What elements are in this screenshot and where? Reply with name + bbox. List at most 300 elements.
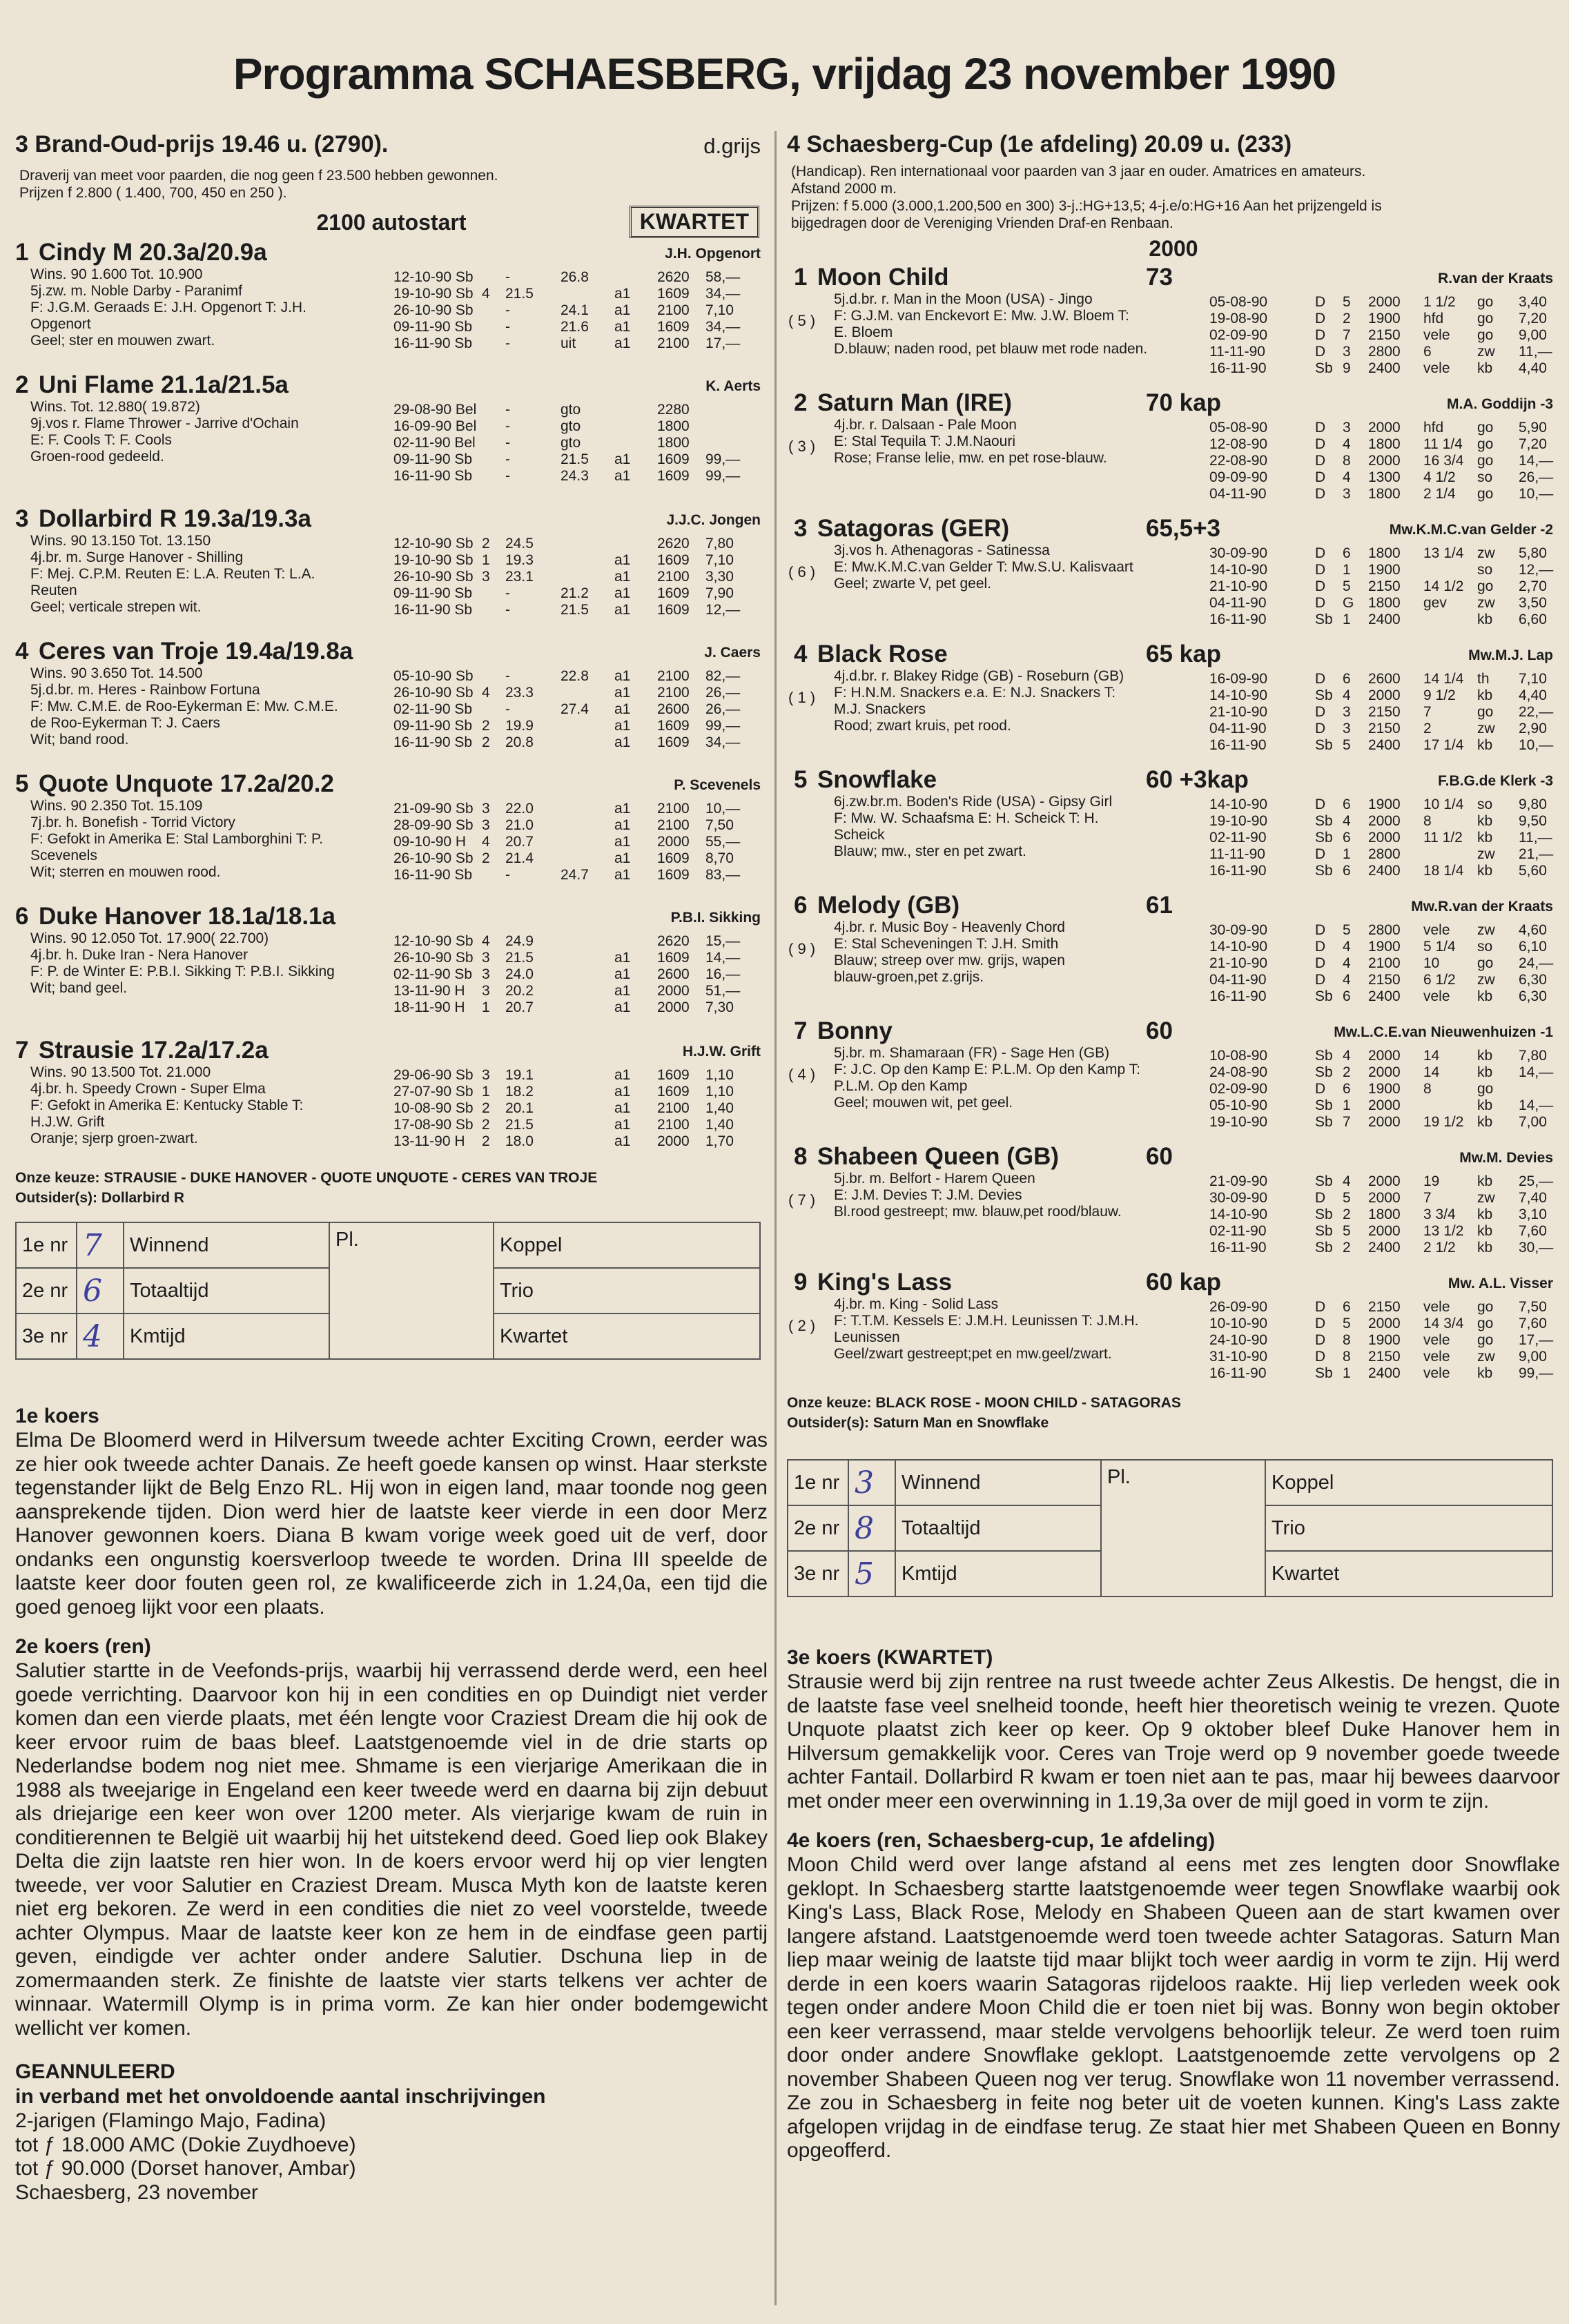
performance-cell: 2 1/4 bbox=[1423, 486, 1456, 502]
performance-cell: go bbox=[1477, 327, 1494, 343]
performance-cell: 2280 bbox=[657, 402, 690, 418]
performance-cell: 2100 bbox=[1368, 955, 1401, 971]
performance-cell: Sb bbox=[1315, 1223, 1333, 1239]
performance-cell: D bbox=[1315, 311, 1326, 326]
performance-cell: zw bbox=[1477, 922, 1495, 938]
performance-cell: - bbox=[505, 335, 510, 351]
performance-cell: 2000 bbox=[1368, 1097, 1401, 1113]
result-label: Kwartet bbox=[494, 1314, 760, 1359]
performance-cell: 16,— bbox=[705, 966, 741, 982]
performance-cell: 4,60 bbox=[1519, 922, 1547, 938]
performance-cell: 1609 bbox=[657, 718, 690, 734]
performance-cell: 1900 bbox=[1368, 797, 1401, 812]
horse-entry bbox=[787, 1269, 1560, 1387]
performance-cell: 34,— bbox=[705, 319, 741, 335]
detail-line: 3j.vos h. Athenagoras - Satinessa bbox=[834, 543, 1050, 558]
performance-row bbox=[15, 585, 761, 602]
performance-cell: vele bbox=[1423, 1365, 1450, 1381]
performance-row bbox=[787, 988, 1553, 1005]
performance-row bbox=[787, 955, 1553, 972]
performance-cell: Sb bbox=[1315, 1114, 1333, 1130]
detail-line: Scevenels bbox=[30, 848, 97, 863]
article-text: Salutier startte in de Veefonds-prijs, waarbij hij verrassend derde werd, een heel goede verrichting. Daarvoor kon hij in een condities en op Duindigt niet verder komen dan een vierde plaats, met één lengte voor Craziest Dream die hij ook de keer ervoor ruim de baas bleef. Laatstgenoemde viel in de drie starts op Nederlandse bodem nog niet mee. Shmame is een vierjarige Amerikaan die in 1988 als tweejarige in Engeland een keer tweede werd en daarna bij zijn debuut als driejarige een keer won over 1200 meter. Als vierjarige kwam de ruin in conditierennen te België uit waarbij hij het uitstekend deed. Goed liep ook Blakey Delta die zijn laatste ren hier won. In de koers ervoor werd hij op vier lengten tweede, ver voor Salutier en Craziest Dream. Musca Myth kon de laatste keren niet erg bekoren. Ze werd in een condities die niet zo veel voorstelde, tweede achter Olympus. Maar de laatste keer kon ze hem in de eindfase geen partij geven, eindigde ver achter onder andere Salutier. Dschuna liep in de zomermaanden sterk. Ze finishte de laatste vier starts telkens ver achter de winnaar. Watermill Olymp is in prima vorm. Ze kan hier onder bodemgewicht wellicht ver komen. bbox=[15, 1659, 768, 2040]
performance-cell: go bbox=[1477, 578, 1494, 594]
race4-horse-list bbox=[787, 264, 1560, 1387]
cancelled-notice bbox=[15, 2060, 768, 2205]
performance-cell: 2 1/2 bbox=[1423, 1240, 1456, 1256]
performance-cell: 3 bbox=[482, 966, 490, 982]
detail-line: F: Mw. C.M.E. de Roo-Eykerman E: Mw. C.M.E. bbox=[30, 699, 338, 714]
performance-cell: 19-08-90 bbox=[1209, 311, 1268, 326]
performance-cell: G bbox=[1343, 595, 1354, 611]
performance-cell: 1800 bbox=[1368, 545, 1401, 561]
detail-line: Rose; Franse lelie, mw. en pet rose-blauw. bbox=[834, 450, 1107, 466]
performance-cell: D bbox=[1315, 294, 1326, 310]
performance-cell: 04-11-90 bbox=[1209, 595, 1267, 611]
performance-cell: 2000 bbox=[657, 1133, 690, 1149]
horse-entry bbox=[787, 1143, 1560, 1262]
detail-line: F: J.G.M. Geraads E: J.H. Opgenort T: J.H. bbox=[30, 300, 306, 315]
performance-cell: 18.0 bbox=[505, 1133, 534, 1149]
trainer-name: Mw.M. Devies bbox=[1459, 1150, 1553, 1166]
performance-cell: 2100 bbox=[657, 302, 690, 318]
performance-row bbox=[787, 922, 1553, 939]
post-position: ( 2 ) bbox=[788, 1317, 816, 1334]
performance-cell: 4,40 bbox=[1519, 687, 1547, 703]
race4-desc-line: bijgedragen door de Vereniging Vrienden Draf-en Renbaan. bbox=[791, 215, 1173, 231]
horse-name: Snowflake bbox=[817, 766, 937, 793]
performance-cell: 12-10-90 Sb bbox=[393, 269, 474, 285]
performance-row bbox=[15, 569, 761, 585]
performance-cell: 05-08-90 bbox=[1209, 420, 1268, 436]
performance-row bbox=[15, 418, 761, 435]
performance-cell: 20.7 bbox=[505, 999, 534, 1015]
horse-name: Melody (GB) bbox=[817, 892, 960, 919]
performance-cell: 3 bbox=[482, 983, 490, 999]
performance-row bbox=[787, 1048, 1553, 1064]
performance-table bbox=[15, 668, 761, 751]
performance-cell: 2400 bbox=[1368, 988, 1401, 1004]
performance-cell: 4 bbox=[1343, 955, 1351, 971]
performance-cell: 2000 bbox=[1368, 1064, 1401, 1080]
performance-row bbox=[787, 1349, 1553, 1365]
performance-cell: 2400 bbox=[1368, 360, 1401, 376]
performance-cell: 2100 bbox=[657, 817, 690, 833]
performance-cell: 09-11-90 Sb bbox=[393, 585, 473, 601]
performance-row bbox=[787, 612, 1553, 628]
handicap-rating: 70 kap bbox=[1146, 389, 1221, 416]
performance-row bbox=[787, 360, 1553, 377]
post-position: ( 6 ) bbox=[788, 563, 816, 580]
performance-cell: 3 bbox=[482, 817, 490, 833]
performance-cell: 22.0 bbox=[505, 801, 534, 817]
result-label: Kmtijd bbox=[124, 1314, 329, 1359]
performance-cell: 4 bbox=[1343, 972, 1351, 988]
detail-line: E: Stal Tequila T: J.M.Naouri bbox=[834, 433, 1016, 449]
performance-cell: 20.8 bbox=[505, 734, 534, 750]
performance-cell: 14-10-90 bbox=[1209, 687, 1268, 703]
performance-cell: Sb bbox=[1315, 1064, 1333, 1080]
performance-cell: 24.7 bbox=[561, 867, 589, 883]
performance-cell: 1 bbox=[482, 1084, 490, 1100]
handwritten-number: 3 bbox=[855, 1465, 874, 1501]
handicap-rating: 61 bbox=[1146, 892, 1173, 919]
performance-cell: 27.4 bbox=[561, 701, 589, 717]
performance-cell: 15,— bbox=[705, 933, 741, 949]
handicap-rating: 65,5+3 bbox=[1146, 515, 1221, 542]
detail-line: Geel; ster en mouwen zwart. bbox=[30, 333, 215, 349]
performance-row bbox=[15, 1067, 761, 1084]
result-label: Koppel bbox=[494, 1222, 760, 1268]
performance-cell: 1609 bbox=[657, 850, 690, 866]
performance-row bbox=[787, 704, 1553, 721]
performance-cell: 1609 bbox=[657, 585, 690, 601]
performance-cell: 1,40 bbox=[705, 1100, 734, 1116]
performance-cell: 14 3/4 bbox=[1423, 1316, 1464, 1331]
horse-entry bbox=[15, 505, 768, 628]
performance-row bbox=[15, 302, 761, 319]
performance-cell: 02-11-90 bbox=[1209, 830, 1267, 846]
performance-cell: D bbox=[1315, 420, 1326, 436]
performance-cell: 2 bbox=[482, 718, 490, 734]
performance-cell: a1 bbox=[614, 999, 631, 1015]
performance-cell: 5 bbox=[1343, 922, 1351, 938]
performance-cell: vele bbox=[1423, 922, 1450, 938]
performance-cell: a1 bbox=[614, 585, 631, 601]
performance-cell: - bbox=[505, 402, 510, 418]
performance-cell: 20.7 bbox=[505, 834, 534, 850]
race3-result-table bbox=[15, 1222, 761, 1360]
performance-cell: 12-10-90 Sb bbox=[393, 933, 474, 949]
performance-cell: 2400 bbox=[1368, 612, 1401, 627]
performance-cell: a1 bbox=[614, 319, 631, 335]
performance-cell: 51,— bbox=[705, 983, 741, 999]
result-label: Koppel bbox=[1265, 1460, 1552, 1505]
performance-cell: 02-09-90 bbox=[1209, 327, 1268, 343]
performance-cell: 09-11-90 Sb bbox=[393, 319, 473, 335]
performance-table bbox=[787, 922, 1553, 1005]
performance-cell: 19.1 bbox=[505, 1067, 534, 1083]
handicap-rating: 60 bbox=[1146, 1143, 1173, 1170]
race3-header bbox=[15, 131, 768, 167]
performance-cell: 26,— bbox=[705, 701, 741, 717]
performance-row bbox=[787, 797, 1553, 813]
performance-cell: 1609 bbox=[657, 867, 690, 883]
performance-table bbox=[787, 1048, 1553, 1131]
performance-cell: 7,60 bbox=[1519, 1223, 1547, 1239]
performance-cell: 4 bbox=[1343, 813, 1351, 829]
performance-cell: 7 bbox=[1343, 327, 1351, 343]
performance-cell: go bbox=[1477, 311, 1494, 326]
performance-cell: 2000 bbox=[1368, 420, 1401, 436]
performance-row bbox=[15, 933, 761, 950]
performance-cell: 16-11-90 bbox=[1209, 988, 1267, 1004]
result-row-label: 1e nr bbox=[16, 1222, 77, 1268]
performance-row bbox=[15, 950, 761, 966]
performance-cell: 11,— bbox=[1519, 344, 1552, 360]
performance-cell: 2 bbox=[482, 1100, 490, 1116]
performance-cell: 4 bbox=[482, 834, 490, 850]
performance-row bbox=[787, 1316, 1553, 1332]
performance-row bbox=[787, 1081, 1553, 1097]
performance-cell: 1609 bbox=[657, 602, 690, 618]
detail-line: E: J.M. Devies T: J.M. Devies bbox=[834, 1187, 1022, 1203]
performance-cell: 2 bbox=[482, 536, 490, 551]
performance-row bbox=[787, 1299, 1553, 1316]
performance-cell: vele bbox=[1423, 1299, 1450, 1315]
performance-cell: 5,80 bbox=[1519, 545, 1547, 561]
detail-line: 5j.d.br. m. Heres - Rainbow Fortuna bbox=[30, 682, 260, 698]
performance-cell: kb bbox=[1477, 988, 1493, 1004]
performance-cell: D bbox=[1315, 846, 1326, 862]
performance-row bbox=[787, 311, 1553, 327]
performance-cell: 19-10-90 bbox=[1209, 813, 1268, 829]
performance-row bbox=[15, 834, 761, 850]
horse-entry bbox=[15, 638, 768, 761]
performance-table bbox=[787, 1173, 1553, 1256]
performance-cell: 1 bbox=[482, 552, 490, 568]
performance-row bbox=[15, 1117, 761, 1133]
performance-cell: - bbox=[505, 302, 510, 318]
horse-number: 3 bbox=[15, 505, 29, 532]
performance-cell: D bbox=[1315, 955, 1326, 971]
performance-row bbox=[787, 344, 1553, 360]
race3-distance: 2100 autostart bbox=[316, 210, 467, 235]
performance-cell: 26.8 bbox=[561, 269, 589, 285]
performance-cell: 1900 bbox=[1368, 939, 1401, 955]
performance-cell: 14,— bbox=[1519, 1064, 1554, 1080]
horse-name-row bbox=[15, 505, 768, 533]
performance-cell: 5 bbox=[1343, 1316, 1351, 1331]
performance-cell: 02-11-90 bbox=[1209, 1223, 1267, 1239]
horse-name-row bbox=[15, 903, 768, 930]
handicap-rating: 60 +3kap bbox=[1146, 766, 1249, 793]
performance-cell: 2 bbox=[482, 1117, 490, 1133]
performance-cell: 18.2 bbox=[505, 1084, 534, 1100]
performance-row bbox=[787, 1240, 1553, 1256]
performance-cell: go bbox=[1477, 955, 1494, 971]
detail-line: 4j.br. m. King - Solid Lass bbox=[834, 1296, 999, 1312]
performance-cell: th bbox=[1477, 671, 1490, 687]
performance-cell: 23.1 bbox=[505, 569, 534, 585]
performance-cell: Sb bbox=[1315, 830, 1333, 846]
performance-cell: Sb bbox=[1315, 813, 1333, 829]
horse-name-row bbox=[15, 371, 768, 399]
performance-cell: 05-10-90 bbox=[1209, 1097, 1268, 1113]
performance-cell: zw bbox=[1477, 1190, 1495, 1206]
performance-row bbox=[787, 453, 1553, 469]
performance-cell: a1 bbox=[614, 1133, 631, 1149]
performance-table bbox=[15, 269, 761, 352]
horse-name: Quote Unquote 17.2a/20.2 bbox=[39, 770, 334, 797]
detail-line: Wit; band rood. bbox=[30, 732, 129, 748]
detail-line: Reuten bbox=[30, 583, 77, 598]
performance-cell: D bbox=[1315, 486, 1326, 502]
performance-cell: 09-09-90 bbox=[1209, 469, 1268, 485]
performance-cell: 1 bbox=[1343, 562, 1351, 578]
handwritten-number: 7 bbox=[83, 1227, 102, 1263]
performance-cell: Sb bbox=[1315, 1048, 1333, 1064]
performance-cell: 3 3/4 bbox=[1423, 1207, 1456, 1222]
performance-cell: 2400 bbox=[1368, 1365, 1401, 1381]
performance-cell: Sb bbox=[1315, 1097, 1333, 1113]
performance-cell: 16-11-90 bbox=[1209, 1365, 1267, 1381]
race3-horse-list bbox=[15, 239, 768, 1160]
horse-entry bbox=[787, 389, 1560, 508]
performance-table bbox=[787, 420, 1553, 502]
performance-cell: 10,— bbox=[1519, 486, 1554, 502]
performance-cell: go bbox=[1477, 1299, 1494, 1315]
performance-cell: 3,10 bbox=[1519, 1207, 1547, 1222]
performance-cell: 7,00 bbox=[1519, 1114, 1547, 1130]
performance-cell: 2 bbox=[482, 850, 490, 866]
performance-cell: 1800 bbox=[1368, 595, 1401, 611]
performance-cell: 4 bbox=[482, 286, 490, 302]
performance-cell: 11 1/2 bbox=[1423, 830, 1463, 846]
performance-cell: kb bbox=[1477, 1173, 1493, 1189]
performance-row bbox=[15, 402, 761, 418]
performance-cell: 3 bbox=[482, 950, 490, 966]
performance-row bbox=[15, 1084, 761, 1100]
performance-cell: 7,90 bbox=[705, 585, 734, 601]
performance-cell: Sb bbox=[1315, 988, 1333, 1004]
performance-cell: Sb bbox=[1315, 360, 1333, 376]
result-row-label: 2e nr bbox=[16, 1268, 77, 1314]
performance-cell: so bbox=[1477, 562, 1493, 578]
performance-cell: 19-10-90 Sb bbox=[393, 552, 474, 568]
performance-cell: D bbox=[1315, 704, 1326, 720]
performance-row bbox=[787, 863, 1553, 879]
performance-cell: zw bbox=[1477, 545, 1495, 561]
performance-cell: 16-11-90 Sb bbox=[393, 602, 473, 618]
performance-cell: kb bbox=[1477, 612, 1493, 627]
performance-cell: D bbox=[1315, 972, 1326, 988]
performance-cell: 10-08-90 Sb bbox=[393, 1100, 474, 1116]
performance-cell: 2000 bbox=[657, 999, 690, 1015]
horse-entry bbox=[787, 766, 1560, 885]
performance-cell: 12,— bbox=[1519, 562, 1554, 578]
performance-cell: D bbox=[1315, 922, 1326, 938]
performance-row bbox=[787, 1365, 1553, 1382]
performance-cell: D bbox=[1315, 1332, 1326, 1348]
performance-cell: 21.5 bbox=[561, 602, 589, 618]
performance-cell: 2100 bbox=[657, 1100, 690, 1116]
detail-line: 5j.d.br. r. Man in the Moon (USA) - Jingo bbox=[834, 291, 1093, 307]
race4-description bbox=[791, 163, 1560, 232]
performance-cell: 21.6 bbox=[561, 319, 589, 335]
performance-cell: 9 bbox=[1343, 360, 1351, 376]
performance-cell: 6 bbox=[1343, 863, 1351, 879]
performance-cell: 21.5 bbox=[561, 451, 589, 467]
performance-cell: 11-11-90 bbox=[1209, 344, 1265, 360]
performance-cell: 16-11-90 bbox=[1209, 1240, 1267, 1256]
performance-cell: 16-11-90 bbox=[1209, 360, 1267, 376]
horse-number: 7 bbox=[794, 1017, 808, 1044]
detail-line: 5j.br. m. Belfort - Harem Queen bbox=[834, 1171, 1035, 1187]
detail-line: F: H.N.M. Snackers e.a. E: N.J. Snackers T: bbox=[834, 685, 1116, 701]
performance-table bbox=[787, 671, 1553, 754]
horse-entry bbox=[787, 264, 1560, 382]
performance-cell: - bbox=[505, 668, 510, 684]
performance-row bbox=[15, 734, 761, 751]
performance-cell: 2 bbox=[482, 1133, 490, 1149]
detail-line: blauw-groen,pet z.grijs. bbox=[834, 969, 984, 985]
performance-row bbox=[15, 536, 761, 552]
performance-row bbox=[787, 1064, 1553, 1081]
performance-cell: 2100 bbox=[657, 685, 690, 701]
performance-cell: 6 bbox=[1423, 344, 1432, 360]
handwritten-number: 6 bbox=[83, 1273, 102, 1309]
performance-cell: D bbox=[1315, 1190, 1326, 1206]
performance-cell: 17,— bbox=[1519, 1332, 1554, 1348]
race3-distance-row bbox=[15, 204, 768, 239]
performance-cell: 14 bbox=[1423, 1048, 1440, 1064]
performance-cell: 14,— bbox=[705, 950, 741, 966]
performance-row bbox=[787, 687, 1553, 704]
performance-cell: D bbox=[1315, 436, 1326, 452]
performance-cell: 6 bbox=[1343, 797, 1351, 812]
result-row-label: 1e nr bbox=[788, 1460, 848, 1505]
performance-row bbox=[787, 562, 1553, 578]
performance-cell: 18 1/4 bbox=[1423, 863, 1464, 879]
performance-cell: 21.4 bbox=[505, 850, 534, 866]
performance-cell: kb bbox=[1477, 687, 1493, 703]
performance-cell: 9,00 bbox=[1519, 327, 1547, 343]
performance-row bbox=[15, 435, 761, 451]
performance-cell: 12-08-90 bbox=[1209, 436, 1268, 452]
performance-cell: 10-08-90 bbox=[1209, 1048, 1268, 1064]
performance-cell: D bbox=[1315, 595, 1326, 611]
race4-desc-line: Afstand 2000 m. bbox=[791, 181, 897, 197]
performance-cell: D bbox=[1315, 344, 1326, 360]
detail-line: de Roo-Eykerman T: J. Caers bbox=[30, 715, 221, 731]
detail-line: 7j.br. h. Bonefish - Torrid Victory bbox=[30, 814, 235, 830]
race4-distance-row bbox=[787, 235, 1560, 264]
performance-cell: - bbox=[505, 269, 510, 285]
performance-cell: a1 bbox=[614, 817, 631, 833]
performance-cell: 16-11-90 bbox=[1209, 863, 1267, 879]
detail-line: 4j.br. m. Surge Hanover - Shilling bbox=[30, 549, 244, 565]
detail-line: 4j.br. h. Speedy Crown - Super Elma bbox=[30, 1081, 266, 1097]
performance-cell: Sb bbox=[1315, 1173, 1333, 1189]
performance-cell: 3,30 bbox=[705, 569, 734, 585]
performance-cell: 5 bbox=[1343, 1223, 1351, 1239]
detail-line: E: Stal Scheveningen T: J.H. Smith bbox=[834, 936, 1059, 952]
performance-cell: 04-11-90 bbox=[1209, 721, 1267, 736]
race3-title: 3 Brand-Oud-prijs 19.46 u. (2790). bbox=[15, 131, 389, 157]
performance-cell: 1609 bbox=[657, 451, 690, 467]
article-race4 bbox=[787, 1828, 1560, 2163]
performance-cell: Sb bbox=[1315, 863, 1333, 879]
performance-cell: 34,— bbox=[705, 286, 741, 302]
performance-cell: kb bbox=[1477, 1240, 1493, 1256]
detail-line: 5j.zw. m. Noble Darby - Paranimf bbox=[30, 283, 242, 299]
performance-cell: D bbox=[1315, 578, 1326, 594]
performance-cell: D bbox=[1315, 721, 1326, 736]
horse-number: 4 bbox=[794, 641, 808, 667]
performance-cell: D bbox=[1315, 469, 1326, 485]
performance-cell: 6 bbox=[1343, 988, 1351, 1004]
detail-line: F: Mej. C.P.M. Reuten E: L.A. Reuten T: L.A. bbox=[30, 566, 315, 582]
performance-row bbox=[15, 286, 761, 302]
performance-cell: 2000 bbox=[1368, 1114, 1401, 1130]
performance-cell: 99,— bbox=[705, 451, 741, 467]
performance-cell: 4 bbox=[482, 933, 490, 949]
performance-cell: 6 bbox=[1343, 671, 1351, 687]
performance-cell: 26-09-90 bbox=[1209, 1299, 1268, 1315]
horse-entry bbox=[15, 1037, 768, 1160]
performance-cell: 21-09-90 Sb bbox=[393, 801, 474, 817]
